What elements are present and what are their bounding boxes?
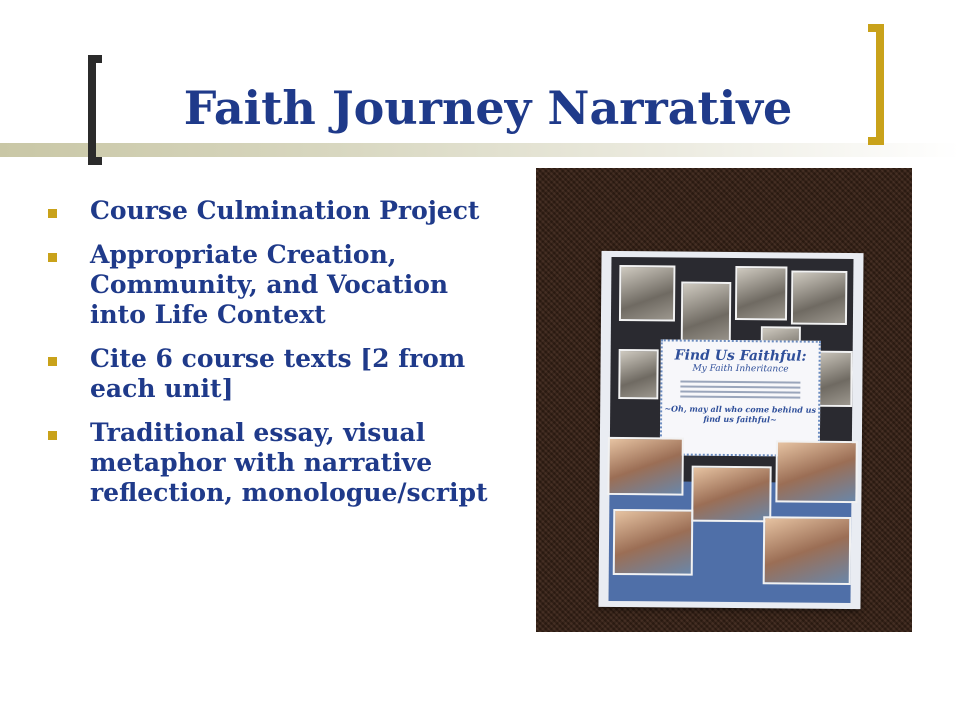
bullet-item [48,418,498,508]
poster-title: Find Us Faithful: [674,347,807,365]
family-photo [763,516,852,585]
slide-title: Faith Journey Narrative [183,81,793,135]
poster-footer: ~Oh, may all who come behind us find us faithful~ [664,403,817,425]
bullet-item [48,240,498,330]
poster-subtitle: My Faith Inheritance [692,363,789,375]
vintage-photo [735,266,787,320]
bullet-text: Course Culmination Project [90,196,480,225]
vintage-photo [791,271,847,325]
vintage-photo [681,282,732,346]
poster-lyric-lines [680,381,800,399]
right-bracket-decoration [868,24,884,145]
square-bullet-icon [48,357,57,366]
poster-title-card [660,339,821,456]
title-underline-rule [0,143,960,157]
family-photo [607,437,684,496]
bullet-text: Traditional essay, visual metaphor with narrative reflection, monologue/script [90,418,488,507]
poster-board [598,251,863,609]
square-bullet-icon [48,253,57,262]
poster-photo [536,168,912,632]
bullet-list [48,196,498,522]
bullet-text: Cite 6 course texts [2 from each unit] [90,344,466,403]
family-photo [775,440,858,503]
bullet-text: Appropriate Creation, Community, and Vocation into Life Context [90,240,449,329]
vintage-photo [619,265,675,321]
bullet-item [48,196,498,226]
family-photo [691,466,771,523]
square-bullet-icon [48,209,57,218]
square-bullet-icon [48,431,57,440]
bullet-item [48,344,498,404]
family-photo [613,509,694,576]
vintage-photo [618,349,658,399]
left-bracket-decoration [88,55,102,165]
